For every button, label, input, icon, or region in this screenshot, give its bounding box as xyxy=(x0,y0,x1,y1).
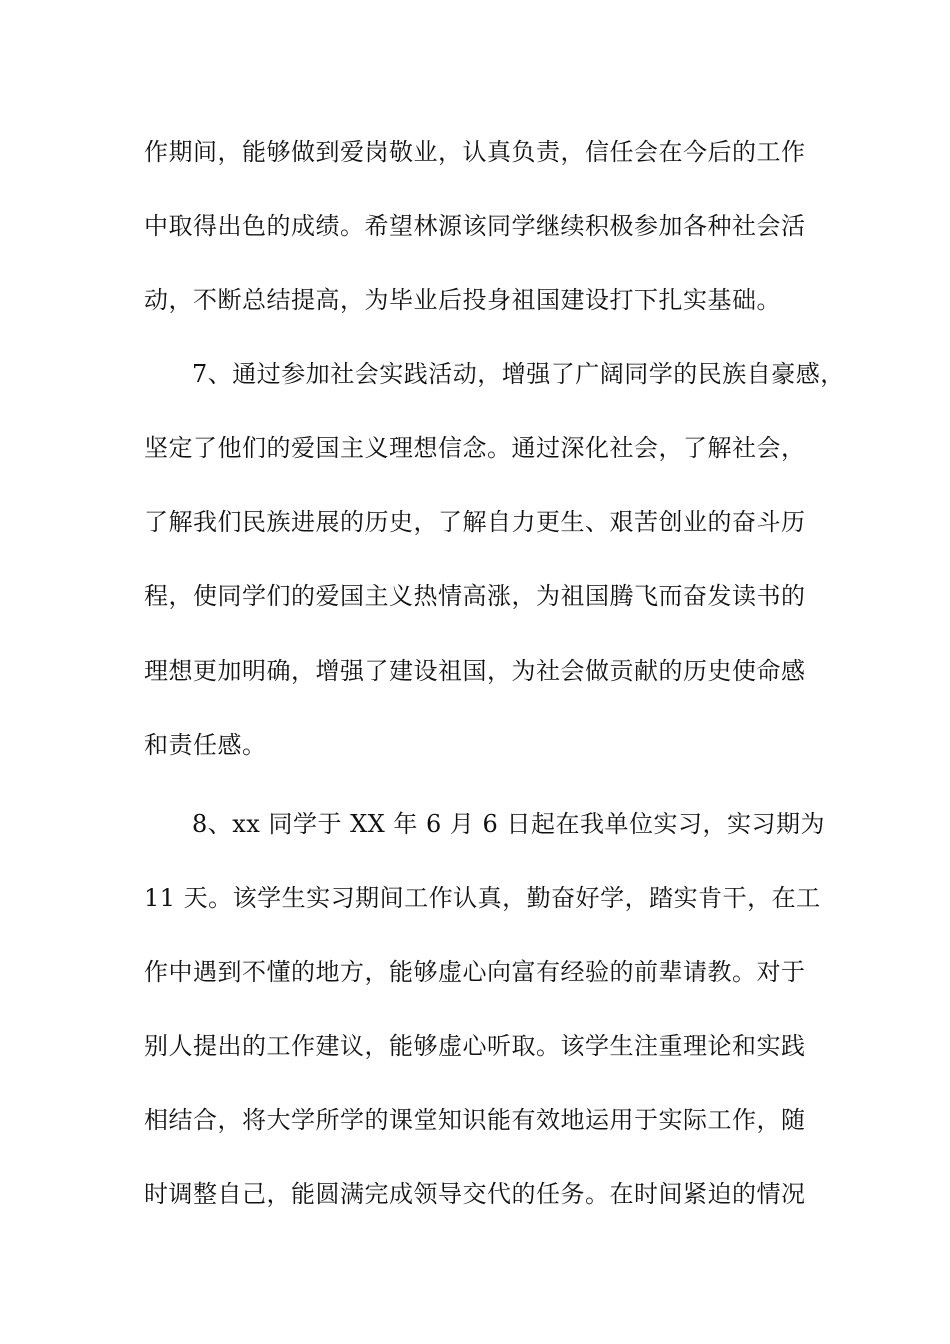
text-line: 和责任感。 xyxy=(144,731,267,759)
text-line: 11 天。该学生实习期间工作认真，勤奋好学，踏实肯干，在工 xyxy=(144,884,821,912)
text-line: 了解我们民族进展的历史，了解自力更生、艰苦创业的奋斗历 xyxy=(144,508,806,536)
text-line: 作中遇到不懂的地方，能够虚心向富有经验的前辈请教。对于 xyxy=(144,958,806,986)
paragraph-7-first-line: 7、通过参加社会实践活动，增强了广阔同学的民族自豪感， xyxy=(192,360,845,388)
text-line: 程，使同学们的爱国主义热情高涨，为祖国腾飞而奋发读书的 xyxy=(144,582,806,610)
text-line: 理想更加明确，增强了建设祖国，为社会做贡献的历史使命感 xyxy=(144,657,806,685)
text-line: 中取得出色的成绩。希望林源该同学继续积极参加各种社会活 xyxy=(144,212,806,240)
text-line: 动，不断总结提高，为毕业后投身祖国建设打下扎实基础。 xyxy=(144,286,781,314)
text-line: 作期间，能够做到爱岗敬业，认真负责，信任会在今后的工作 xyxy=(144,138,806,166)
paragraph-8-first-line: 8、xx 同学于 XX 年 6 月 6 日起在我单位实习，实习期为 xyxy=(192,810,825,838)
text-line: 时调整自己，能圆满完成领导交代的任务。在时间紧迫的情况 xyxy=(144,1180,806,1208)
text-line: 坚定了他们的爱国主义理想信念。通过深化社会，了解社会， xyxy=(144,434,806,462)
text-line: 相结合，将大学所学的课堂知识能有效地运用于实际工作，随 xyxy=(144,1106,806,1134)
text-line: 别人提出的工作建议，能够虚心听取。该学生注重理论和实践 xyxy=(144,1032,806,1060)
